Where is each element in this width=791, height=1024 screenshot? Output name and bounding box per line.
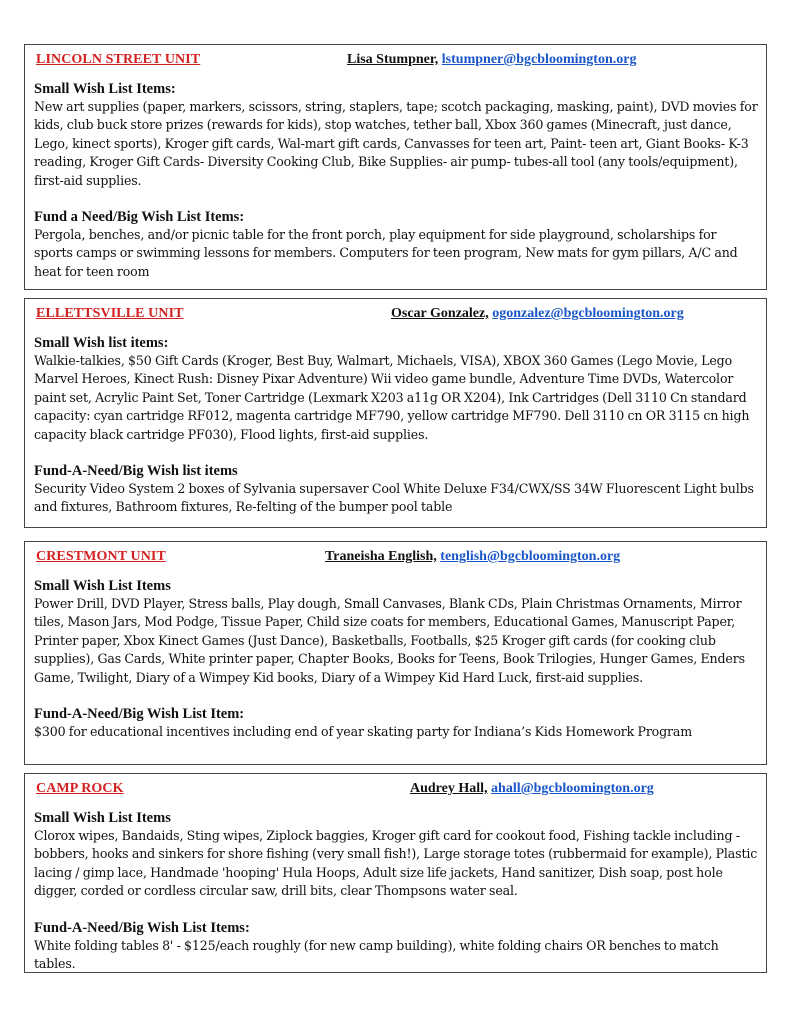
small-wish-body: New art supplies (paper, markers, scissors, string, staplers, tape; scotch packaging, masking, paint), DVD movies for kids, club buck store prizes (rewards for kids), stop watches, tether ball, Xbox 360 games (Minecraft, just dance, Lego, kinect sports), Kroger gift cards, Wal-mart gift cards, Canvasses for teen art, Paint- teen art, Giant Books- K-3 reading, Kroger Gift Cards- Diversity Cooking Club, Bike Supplies- air pump- tubes-all tool (any tools/equipment), first-aid supplies. [34,99,758,188]
big-wish-title: Fund a Need/Big Wish List Items: [34,209,245,226]
contact [391,306,684,322]
big-wish-title: Fund-A-Need/Big Wish list items [34,463,238,480]
unit-name: ELLETTSVILLE UNIT [36,306,184,321]
big-wish-body: Pergola, benches, and/or picnic table for the front porch, play equipment for side playground, scholarships for sports camps or swimming lessons for members. Computers for teen program, New mats for gym pillars, A/C and heat for teen room [34,227,738,279]
small-wish-title: Small Wish list items: [34,335,169,351]
contact [410,781,654,797]
unit-header [34,299,758,321]
unit-name: LINCOLN STREET UNIT [36,52,201,67]
small-wish-title: Small Wish List Items: [34,81,176,97]
unit-card-lincoln [24,44,767,290]
unit-card-crestmont [24,541,767,765]
big-wish-title: Fund-A-Need/Big Wish List Item: [34,706,245,723]
big-wish-body: Security Video System 2 boxes of Sylvania supersaver Cool White Deluxe F34/CWX/SS 34W Fluorescent Light bulbs and fixtures, Bathroom fixtures, Re-felting of the bumper pool table [34,481,754,515]
unit-card-ellettsville [24,298,767,528]
small-wish-body: Power Drill, DVD Player, Stress balls, Play dough, Small Canvases, Blank CDs, Plain Christmas Ornaments, Mirror tiles, Mason Jars, Mod Podge, Tissue Paper, Child size coats for members, Educational Games, Manuscript Paper, Printer paper, Xbox Kinect Games (Just Dance), Basketballs, Footballs, $25 Kroger gift cards (for cooking club supplies), Gas Cards, White printer paper, Chapter Books, Books for Teens, Book Trilogies, Hunger Games, Enders Game, Twilight, Diary of a Wimpey Kid books, Diary of a Wimpey Kid Hard Luck, first-aid supplies. [34,596,745,685]
contact-email-link[interactable]: lstumpner@bgcbloomington.org [441,52,637,67]
unit-card-camp-rock [24,773,767,973]
small-wish-title: Small Wish List Items [34,810,171,826]
contact [325,549,620,565]
contact-name: Lisa Stumpner, [347,52,439,67]
unit-name: CRESTMONT UNIT [36,549,166,564]
contact-name: Traneisha English, [325,549,437,564]
contact-email-link[interactable]: ogonzalez@bgcbloomington.org [492,306,684,321]
small-wish-title: Small Wish List Items [34,578,171,594]
unit-header [34,774,758,796]
big-wish-body: White folding tables 8' - $125/each roughly (for new camp building), white folding chairs OR benches to match tables. [34,937,719,972]
unit-header [34,542,758,564]
small-wish-body: Clorox wipes, Bandaids, Sting wipes, Ziplock baggies, Kroger gift card for cookout food, Fishing tackle including - bobbers, hooks and sinkers for shore fishing (very small fish!), Large storage totes (rubbermaid for example), Plastic lacing / gimp lace, Handmade 'hooping' Hula Hoops, Adult size life jackets, Hand sanitizer, Dish soap, post hole digger, corded or cordless circular saw, drill bits, clear Thompsons water seal. [34,828,758,899]
contact [347,52,636,68]
big-wish-body: $300 for educational incentives including end of year skating party for Indiana’s Kids Homework Program [34,724,693,740]
contact-name: Oscar Gonzalez, [391,306,489,321]
small-wish-body: Walkie-talkies, $50 Gift Cards (Kroger, Best Buy, Walmart, Michaels, VISA), XBOX 360 Games (Lego Movie, Lego Marvel Heroes, Kinect Rush: Disney Pixar Adventure) Wii video game bundle, Adventure Time DVDs, Watercolor paint set, Acrylic Paint Set, Toner Cartridge (Lexmark X203 a11g OR X204), Ink Cartridges (Dell 3110 Cn standard capacity: cyan cartridge RF012, magenta cartridge MF790, yellow cartridge MF790. Dell 3110 cn OR 3115 cn high capacity black cartridge PF030), Flood lights, first-aid supplies. [34,353,750,442]
contact-email-link[interactable]: ahall@bgcbloomington.org [491,781,654,796]
contact-name: Audrey Hall, [410,781,488,796]
unit-header [34,45,758,67]
contact-email-link[interactable]: tenglish@bgcbloomington.org [440,549,621,564]
unit-name: CAMP ROCK [36,781,124,796]
big-wish-title: Fund-A-Need/Big Wish List Items: [34,919,250,936]
